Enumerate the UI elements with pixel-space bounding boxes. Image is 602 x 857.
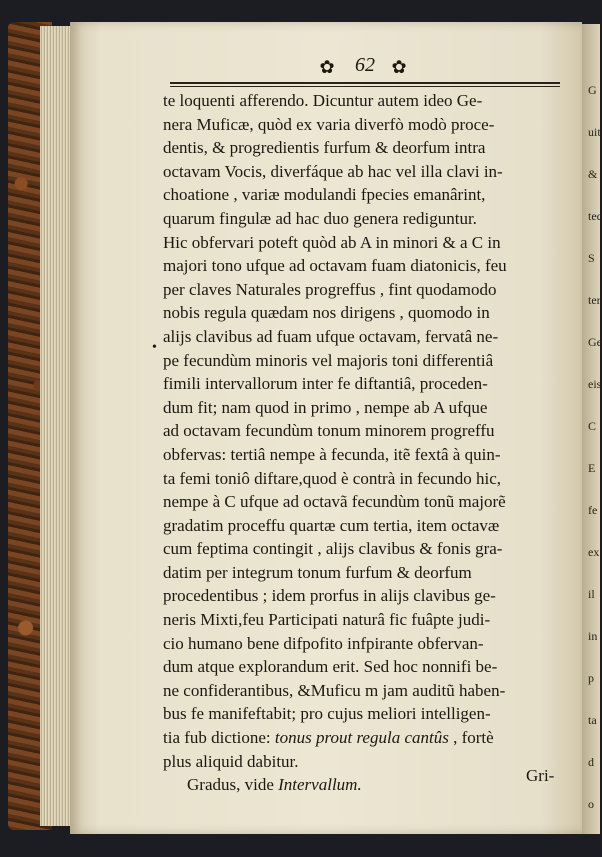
next-page-fragment: in xyxy=(588,629,598,643)
text-line: te loquenti afferendo. Dicuntur autem ideo Ge- xyxy=(163,91,483,110)
text-line: pe fecundùm minoris vel majoris toni differentiâ xyxy=(163,350,494,370)
next-page-fragment: C xyxy=(588,419,597,433)
italic-phrase: Intervallum. xyxy=(278,775,362,795)
text-line: Hic obfervari poteft quòd ab A in minori & a C in xyxy=(163,232,501,252)
text-line: datim per integrum tonum furfum & deorfum xyxy=(163,562,472,582)
next-page-fragment: ex xyxy=(588,545,600,559)
text-line: cum feptima contingit , alijs clavibus & fonis gra- xyxy=(163,539,503,559)
text-line xyxy=(163,726,567,750)
text-line: per claves Naturales progreffus , fint quodamodo xyxy=(163,279,497,299)
next-page-fragment: E xyxy=(588,461,596,475)
body-text xyxy=(163,89,567,797)
text-line: bus fe manifeftabit; pro cujus meliori intelligen- xyxy=(163,704,491,724)
header-rule-thin xyxy=(170,86,560,87)
next-page-fragment: G xyxy=(588,83,597,97)
text-line: nera Muficæ, quòd ex varia diverfò modò proce- xyxy=(163,114,495,134)
fleuron-icon: ✿ xyxy=(391,57,407,77)
next-page-fragment: d xyxy=(588,755,594,769)
text-segment: tia fub dictione: xyxy=(163,728,275,748)
text-line: octavam Vocis, diverfáque ab hac vel illa clavi in- xyxy=(163,161,503,181)
text-line: dum fit; nam quod in primo , nempe ab A ufque xyxy=(163,397,488,417)
text-line: plus aliquid dabitur. xyxy=(163,751,299,771)
text-line: nempe à C ufque ad octavã fecundùm tonũ majorẽ xyxy=(163,492,506,512)
text-line: neris Mixti,feu Participati naturâ fic fuâpte judi- xyxy=(163,610,491,630)
catchword: Gri- xyxy=(526,766,555,785)
text-line: ad octavam fecundùm tonum minorem progreffu xyxy=(163,421,495,441)
next-page-fragment: tec xyxy=(588,209,602,223)
text-line xyxy=(163,773,567,797)
next-page-fragment: & xyxy=(588,167,598,181)
text-line: procedentibus ; idem prorfus in alijs clavibus ge- xyxy=(163,586,496,606)
text-line: nobis regula quædam nos dirigens , quomodo in xyxy=(163,303,490,323)
next-page-sliver xyxy=(582,24,600,834)
text-line: dentis, & progredientis furfum & deorfum intra xyxy=(163,138,486,158)
text-segment: Gradus, vide xyxy=(187,775,279,795)
page-number: 62 xyxy=(355,54,375,76)
text-line: ta femi toniô diftare,quod è contrà in fecundo hic, xyxy=(163,468,501,488)
next-page-fragment: ta xyxy=(588,713,597,727)
header-rule xyxy=(170,82,560,84)
next-page-fragment: p xyxy=(588,671,594,685)
text-line: cio humano bene difpofito infpirante obfervan- xyxy=(163,633,484,653)
text-line: quarum fingulæ ad hac duo genera rediguntur. xyxy=(163,208,477,228)
text-line: alijs clavibus ad fuam ufque octavam, fervatâ ne- xyxy=(163,326,499,346)
text-line: gradatim proceffu quartæ cum tertia, item octavæ xyxy=(163,515,500,535)
text-line: dum atque explorandum erit. Sed hoc nonnifi be- xyxy=(163,657,498,677)
next-page-fragment: S xyxy=(588,251,595,265)
margin-mark: • xyxy=(152,340,157,355)
italic-phrase: tonus prout regula cantûs xyxy=(274,728,449,748)
next-page-fragment: uit xyxy=(588,125,601,139)
text-line: majori tono ufque ad octavam fuam diatonicis, feu xyxy=(163,256,507,276)
next-page-fragment: ter xyxy=(588,293,601,307)
text-segment: , fortè xyxy=(448,728,494,748)
next-page-fragment: o xyxy=(588,797,594,811)
text-line: obfervas: tertiâ nempe à fecunda, itẽ fextâ à quin- xyxy=(163,444,501,464)
page-header xyxy=(170,54,560,82)
next-page-fragment: il xyxy=(588,587,595,601)
text-line: ne confiderantibus, &Muficu m jam auditũ haben- xyxy=(163,680,506,700)
next-page-fragment: fe xyxy=(588,503,598,517)
next-page-fragment: eis xyxy=(588,377,602,391)
text-line: fimili intervallorum inter fe diftantiâ, proceden- xyxy=(163,374,488,394)
text-line: choatione , variæ modulandi fpecies emanârint, xyxy=(163,185,486,205)
fleuron-icon: ✿ xyxy=(319,57,335,77)
next-page-fragment: Ge xyxy=(588,335,602,349)
